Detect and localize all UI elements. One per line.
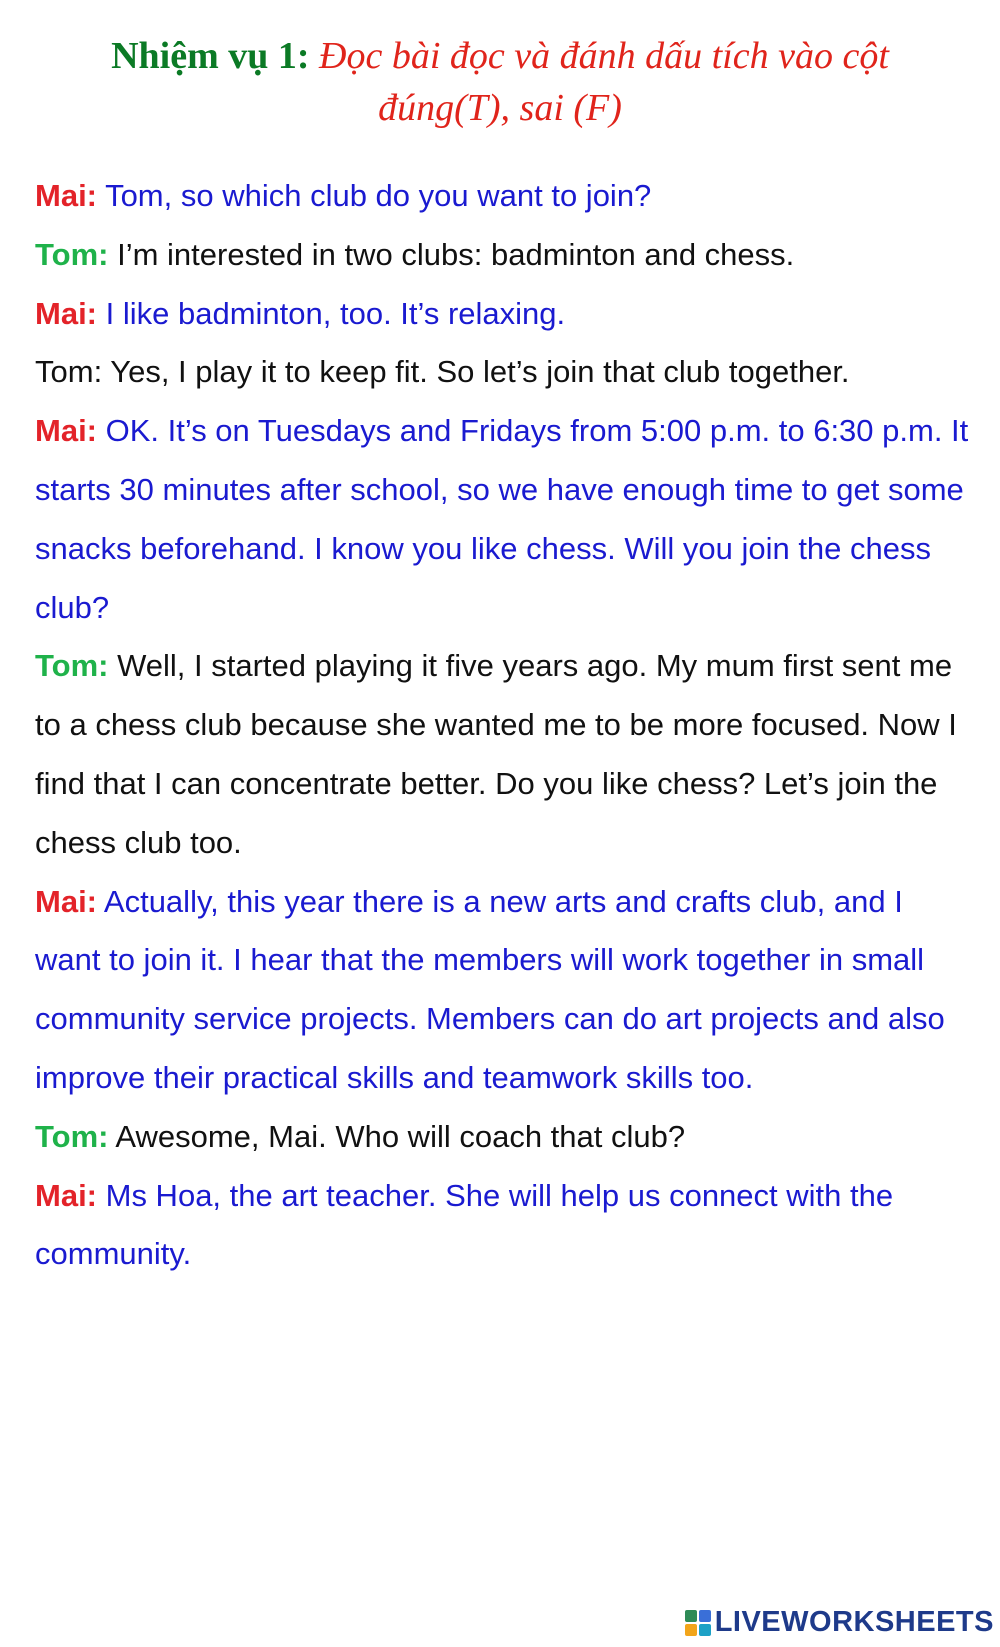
- speaker-label: Mai:: [35, 295, 97, 331]
- dialogue-line-2: [35, 226, 975, 285]
- line-text: Actually, this year there is a new arts and crafts club, and I want to join it. I hear that the members will work together in small community service projects. Members can do art projects and also improve their practical skills and teamwork skills too.: [35, 883, 945, 1095]
- speaker-label: Mai:: [35, 883, 97, 919]
- line-text: I like badminton, too. It’s relaxing.: [105, 295, 566, 331]
- line-text: Yes, I play it to keep fit. So let’s join that club together.: [110, 354, 850, 390]
- line-text: Well, I started playing it five years ago. My mum first sent me to a chess club because she wanted me to be more focused. Now I find that I can concentrate better. Do you like chess? Let’s join the chess club too.: [35, 648, 957, 860]
- dialogue-line-8: [35, 1108, 975, 1167]
- task-instruction: Đọc bài đọc và đánh dấu tích vào cột đúng(T), sai (F): [319, 35, 889, 129]
- speaker-label: Tom:: [35, 1118, 109, 1154]
- liveworksheets-brand: [685, 1606, 994, 1639]
- speaker-label: Mai:: [35, 1177, 97, 1213]
- line-text: Awesome, Mai. Who will coach that club?: [115, 1118, 686, 1154]
- dialogue-line-3: [35, 285, 975, 344]
- task-label: Nhiệm vụ 1:: [111, 35, 310, 77]
- dialogue-line-1: [35, 167, 975, 226]
- dialogue-line-5: [35, 402, 975, 637]
- task-title: [60, 30, 940, 134]
- line-text: OK. It’s on Tuesdays and Fridays from 5:00 p.m. to 6:30 p.m. It starts 30 minutes after school, so we have enough time to get some snacks beforehand. I know you like chess. Will you join the chess club?: [35, 413, 969, 625]
- speaker-label: Mai:: [35, 413, 97, 449]
- line-text: Tom, so which club do you want to join?: [105, 178, 652, 213]
- speaker-label: Tom:: [35, 354, 103, 390]
- dialogue-line-4: [35, 343, 975, 402]
- line-text: Ms Hoa, the art teacher. She will help us connect with the community.: [35, 1177, 894, 1272]
- dialogue-line-7: [35, 873, 975, 1108]
- dialogue-line-6: [35, 637, 975, 872]
- speaker-label: Tom:: [35, 236, 109, 272]
- speaker-label: Mai:: [35, 178, 97, 213]
- speaker-label: Tom:: [35, 648, 109, 684]
- brand-name: LIVEWORKSHEETS: [714, 1606, 994, 1638]
- dialogue-text: [35, 167, 975, 1284]
- liveworksheets-logo-icon: [685, 1610, 711, 1636]
- dialogue-line-9: [35, 1167, 975, 1285]
- line-text: I’m interested in two clubs: badminton and chess.: [117, 236, 795, 272]
